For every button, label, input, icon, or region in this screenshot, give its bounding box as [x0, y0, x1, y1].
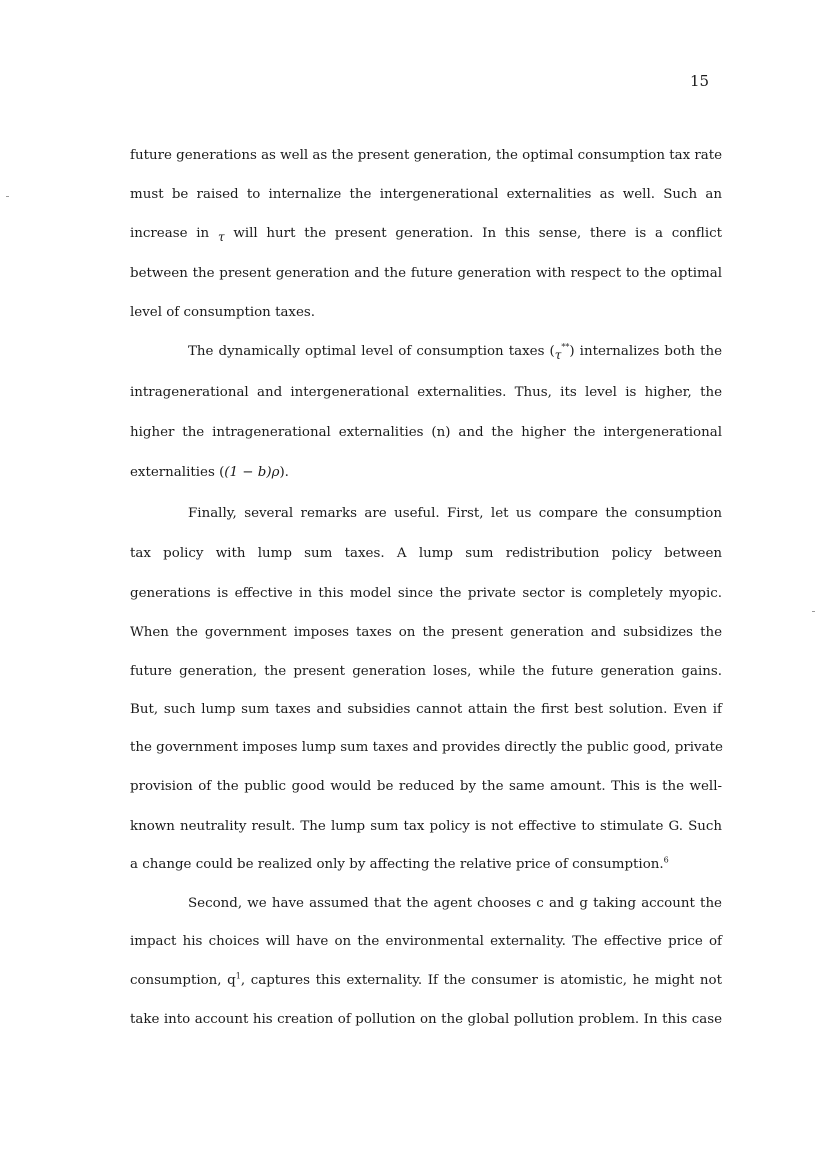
text-line: higher the intragenerational externalities (n) and the higher the intergenerational	[130, 425, 722, 440]
text-line: future generation, the present generation loses, while the future generation gains.	[130, 664, 722, 679]
text-segment: increase in	[130, 226, 210, 241]
text-line	[188, 344, 722, 363]
text-line: between the present generation and the future generation with respect to the optimal	[130, 266, 722, 281]
math-expression: (1 − b)ρ	[224, 465, 280, 480]
footnote-marker: 6	[663, 855, 669, 865]
text-segment: consumption, q	[130, 973, 236, 988]
superscript: 1	[235, 971, 241, 981]
text-line: generations is effective in this model since the private sector is completely myopic.	[130, 586, 722, 601]
text-line: impact his choices will have on the environmental externality. The effective price of	[130, 934, 722, 949]
superscript: **	[561, 342, 570, 352]
text-line: When the government imposes taxes on the present generation and subsidizes the	[130, 625, 722, 640]
text-line: known neutrality result. The lump sum tax policy is not effective to stimulate G. Such	[130, 819, 722, 834]
text-segment: ) internalizes both the	[569, 344, 723, 359]
text-segment: externalities (	[130, 465, 225, 480]
text-segment: The dynamically optimal level of consumption taxes (	[188, 344, 555, 359]
text-line	[130, 226, 722, 245]
text-line: level of consumption taxes.	[130, 305, 316, 320]
text-line	[130, 973, 722, 989]
text-line: Second, we have assumed that the agent chooses c and g taking account the	[188, 896, 722, 911]
page-number: 15	[690, 72, 710, 90]
text-line: future generations as well as the present generation, the optimal consumption tax rate	[130, 148, 723, 163]
text-segment: ).	[279, 465, 289, 480]
scan-mark	[812, 611, 815, 612]
text-line: take into account his creation of pollution on the global pollution problem. In this case	[130, 1012, 722, 1027]
text-line: But, such lump sum taxes and subsidies cannot attain the first best solution. Even if	[130, 702, 722, 717]
text-line: Finally, several remarks are useful. First, let us compare the consumption	[188, 506, 722, 521]
text-line: tax policy with lump sum taxes. A lump sum redistribution policy between	[130, 546, 722, 561]
text-line: provision of the public good would be reduced by the same amount. This is the well-	[130, 779, 722, 794]
text-segment: will hurt the present generation. In this sense, there is a conflict	[233, 226, 722, 241]
tau-symbol: τ	[554, 348, 562, 362]
scan-mark	[6, 196, 9, 197]
text-line: must be raised to internalize the intergenerational externalities as well. Such an	[130, 187, 722, 202]
text-line	[130, 465, 722, 481]
text-line: the government imposes lump sum taxes and provides directly the public good, private	[130, 740, 723, 755]
text-line: intragenerational and intergenerational externalities. Thus, its level is higher, the	[130, 385, 722, 400]
text-segment: a change could be realized only by affecting the relative price of consumption.	[130, 857, 664, 872]
text-line	[130, 857, 722, 873]
tau-symbol: τ	[217, 230, 225, 244]
text-segment: , captures this externality. If the consumer is atomistic, he might not	[240, 973, 722, 988]
